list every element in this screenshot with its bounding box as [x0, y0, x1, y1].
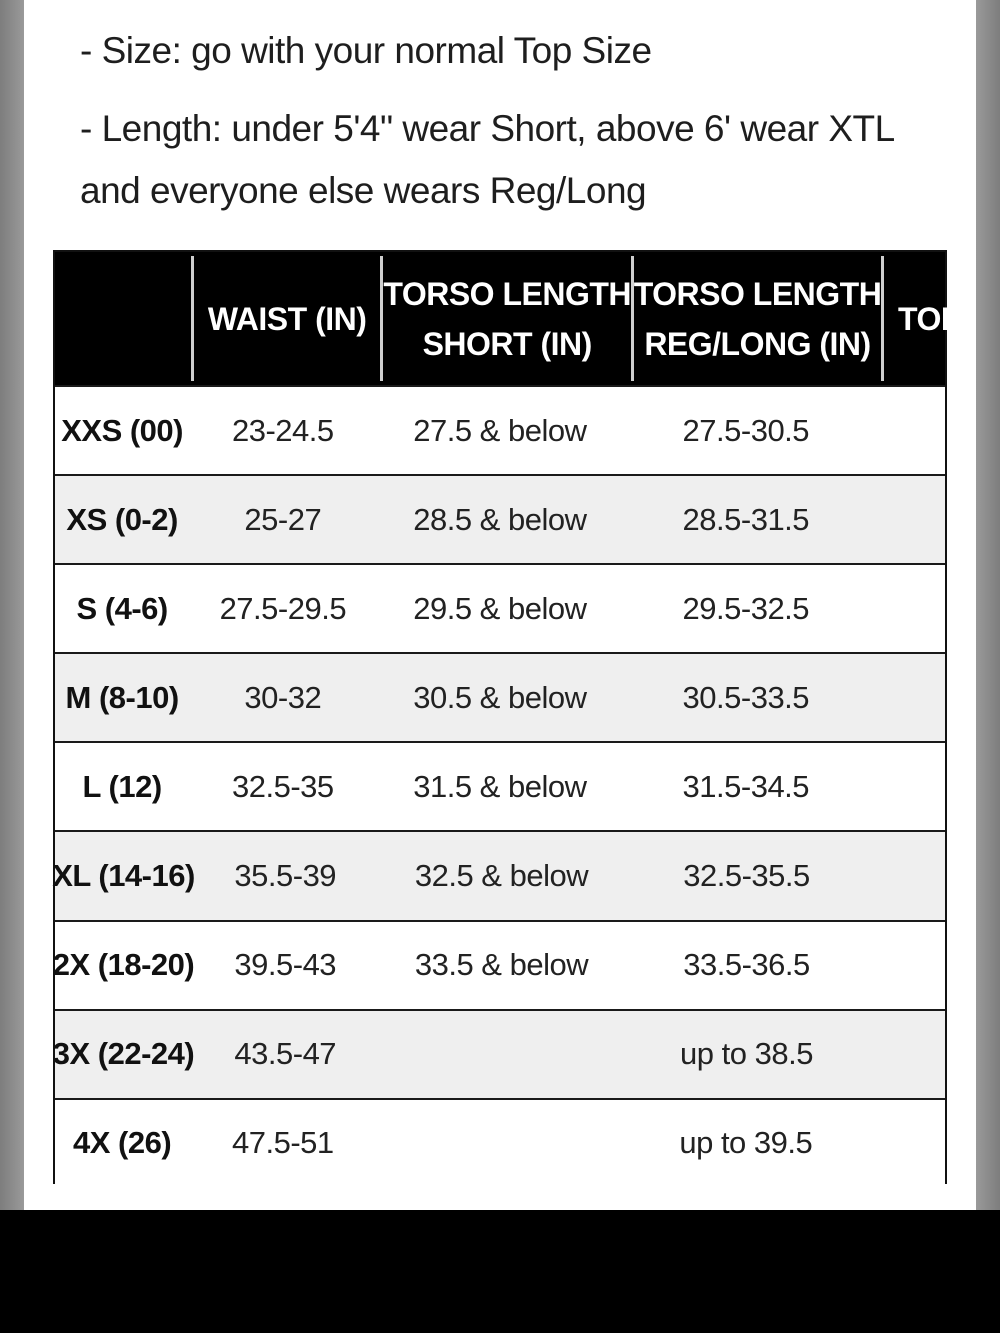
waist-cell: 43.5-47	[234, 1036, 337, 1072]
header-torso-reg-long	[631, 256, 881, 381]
torso-reg-long-cell: 28.5-31.5	[682, 501, 810, 537]
table-row	[55, 1098, 945, 1187]
torso-cutoff-cell	[868, 565, 945, 652]
torso-reg-long-cell: 29.5-32.5	[682, 590, 810, 626]
size-guide-page	[24, 0, 976, 1210]
size-cell: M (8-10)	[65, 679, 179, 715]
header-waist: WAIST (IN)	[191, 256, 380, 381]
size-cell: S (4-6)	[76, 590, 168, 626]
header-torso-reg-line2: REG/LONG (IN)	[644, 325, 871, 362]
torso-cutoff-cell	[868, 743, 945, 830]
header-torso-short-line1: TORSO LENGTH	[383, 275, 631, 312]
torso-cutoff-cell	[868, 476, 945, 563]
torso-reg-long-cell: up to 38.5	[680, 1036, 813, 1072]
bottom-black-bar	[0, 1210, 1000, 1333]
table-row	[52, 830, 945, 919]
left-frame	[0, 0, 24, 1210]
table-row	[55, 652, 945, 741]
torso-reg-long-cell: 33.5-36.5	[683, 947, 810, 983]
size-chart-table	[52, 250, 964, 1184]
table-row	[55, 385, 945, 474]
torso-reg-long-cell: up to 39.5	[679, 1125, 813, 1161]
size-cell: XS (0-2)	[66, 501, 178, 537]
table-row	[55, 741, 945, 830]
waist-cell: 32.5-35	[231, 768, 334, 804]
table-row	[52, 1009, 945, 1098]
table-body	[52, 385, 945, 1187]
waist-cell: 35.5-39	[234, 858, 337, 894]
size-cell: L (12)	[82, 768, 162, 804]
waist-cell: 30-32	[244, 679, 322, 715]
torso-short-cell: 30.5 & below	[413, 679, 587, 715]
table-row	[52, 920, 945, 1009]
table-row	[55, 563, 945, 652]
torso-reg-long-cell: 31.5-34.5	[682, 768, 810, 804]
waist-cell: 47.5-51	[231, 1125, 334, 1161]
torso-short-cell: 32.5 & below	[414, 858, 589, 894]
torso-cutoff-cell	[868, 1100, 945, 1187]
torso-short-cell: 33.5 & below	[414, 947, 589, 983]
size-cell: 2X (18-20)	[52, 947, 195, 983]
torso-short-cell	[378, 1011, 624, 1098]
size-cell: 4X (26)	[73, 1125, 172, 1161]
size-cell: 3X (22-24)	[52, 1036, 195, 1072]
length-note: - Length: under 5'4" wear Short, above 6' wear XTL	[80, 108, 895, 149]
header-torso-cutoff: TOR	[881, 256, 945, 381]
torso-short-cell: 31.5 & below	[413, 768, 587, 804]
table-row	[55, 474, 945, 563]
size-cell: XXS (00)	[61, 412, 183, 448]
torso-short-cell: 27.5 & below	[413, 412, 587, 448]
waist-cell: 39.5-43	[234, 947, 337, 983]
header-torso-short-line2: SHORT (IN)	[422, 325, 592, 362]
length-note-continued: and everyone else wears Reg/Long	[80, 170, 647, 211]
size-cell: XL (14-16)	[52, 858, 195, 894]
waist-cell: 27.5-29.5	[219, 590, 347, 626]
torso-reg-long-cell: 32.5-35.5	[683, 858, 810, 894]
torso-short-cell	[376, 1100, 623, 1187]
torso-reg-long-cell: 30.5-33.5	[682, 679, 810, 715]
waist-cell: 23-24.5	[231, 412, 334, 448]
table-header-row	[55, 252, 964, 385]
torso-short-cell: 28.5 & below	[413, 501, 587, 537]
torso-cutoff-cell	[869, 1011, 945, 1098]
header-size	[55, 252, 191, 385]
size-note: - Size: go with your normal Top Size	[80, 30, 652, 71]
waist-cell: 25-27	[244, 501, 322, 537]
torso-cutoff-cell	[868, 654, 945, 741]
torso-cutoff-cell	[868, 387, 945, 474]
torso-reg-long-cell: 27.5-30.5	[682, 412, 810, 448]
torso-short-cell: 29.5 & below	[413, 590, 587, 626]
header-torso-short	[380, 256, 631, 381]
torso-cutoff-cell	[869, 832, 945, 919]
header-torso-reg-line1: TORSO LENGTH	[633, 275, 882, 312]
right-frame	[976, 0, 1000, 1210]
torso-cutoff-cell	[869, 922, 945, 1009]
